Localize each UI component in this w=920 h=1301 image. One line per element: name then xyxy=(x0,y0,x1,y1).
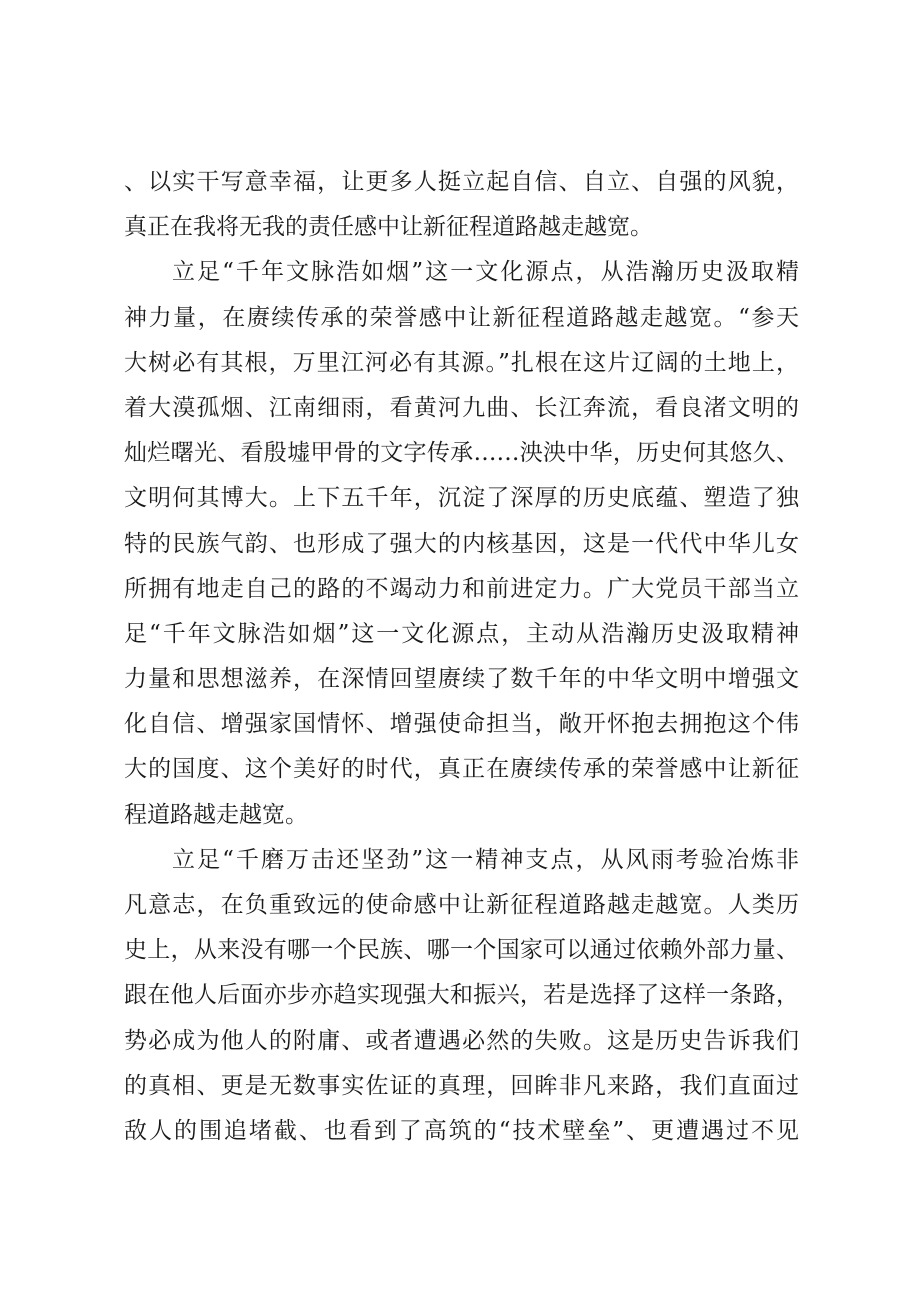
text-line: 足“千年文脉浩如烟”这一文化源点，主动从浩瀚历史汲取精神 xyxy=(124,620,799,647)
text-line: 势必成为他人的附庸、或者遭遇必然的失败。这是历史告诉我们 xyxy=(124,1027,799,1054)
paragraph-3 xyxy=(124,838,799,1154)
text-line: 敌人的围追堵截、也看到了高筑的“技术壁垒”、更遭遇过不见 xyxy=(124,1117,799,1144)
text-line: 特的民族气韵、也形成了强大的内核基因，这是一代代中华儿女 xyxy=(124,530,799,557)
text-line: 跟在他人后面亦步亦趋实现强大和振兴，若是选择了这样一条路， xyxy=(124,982,799,1009)
text-line: 大的国度、这个美好的时代，真正在赓续传承的荣誉感中让新征 xyxy=(124,756,799,783)
paragraph-2 xyxy=(124,250,799,837)
text-line: 大树必有其根，万里江河必有其源。”扎根在这片辽阔的土地上， xyxy=(124,349,799,376)
text-line: 化自信、增强家国情怀、增强使命担当，敞开怀抱去拥抱这个伟 xyxy=(124,711,799,738)
text-line: 、以实干写意幸福，让更多人挺立起自信、自立、自强的风貌， xyxy=(124,169,799,195)
body-text xyxy=(124,160,799,1154)
text-line: 立足“千磨万击还坚劲”这一精神支点，从风雨考验冶炼非 xyxy=(172,846,799,873)
text-line: 着大漠孤烟、江南细雨，看黄河九曲、长江奔流，看良渚文明的 xyxy=(124,394,799,421)
text-line: 灿烂曙光、看殷墟甲骨的文字传承……泱泱中华，历史何其悠久、 xyxy=(124,440,799,467)
text-line: 文明何其博大。上下五千年，沉淀了深厚的历史底蕴、塑造了独 xyxy=(124,485,799,512)
text-line: 力量和思想滋养，在深情回望赓续了数千年的中华文明中增强文 xyxy=(124,666,799,693)
text-line: 史上，从来没有哪一个民族、哪一个国家可以通过依赖外部力量、 xyxy=(124,937,799,964)
paragraph-1 xyxy=(124,160,799,250)
text-line: 程道路越走越宽。 xyxy=(124,801,308,828)
text-line: 所拥有地走自己的路的不竭动力和前进定力。广大党员干部当立 xyxy=(124,575,799,602)
text-line: 的真相、更是无数事实佐证的真理，回眸非凡来路，我们直面过 xyxy=(124,1072,799,1099)
text-line: 真正在我将无我的责任感中让新征程道路越走越宽。 xyxy=(124,214,653,241)
text-line: 立足“千年文脉浩如烟”这一文化源点，从浩瀚历史汲取精 xyxy=(172,259,799,286)
text-line: 神力量，在赓续传承的荣誉感中让新征程道路越走越宽。“参天 xyxy=(124,304,799,331)
text-line: 凡意志，在负重致远的使命感中让新征程道路越走越宽。人类历 xyxy=(124,892,799,918)
